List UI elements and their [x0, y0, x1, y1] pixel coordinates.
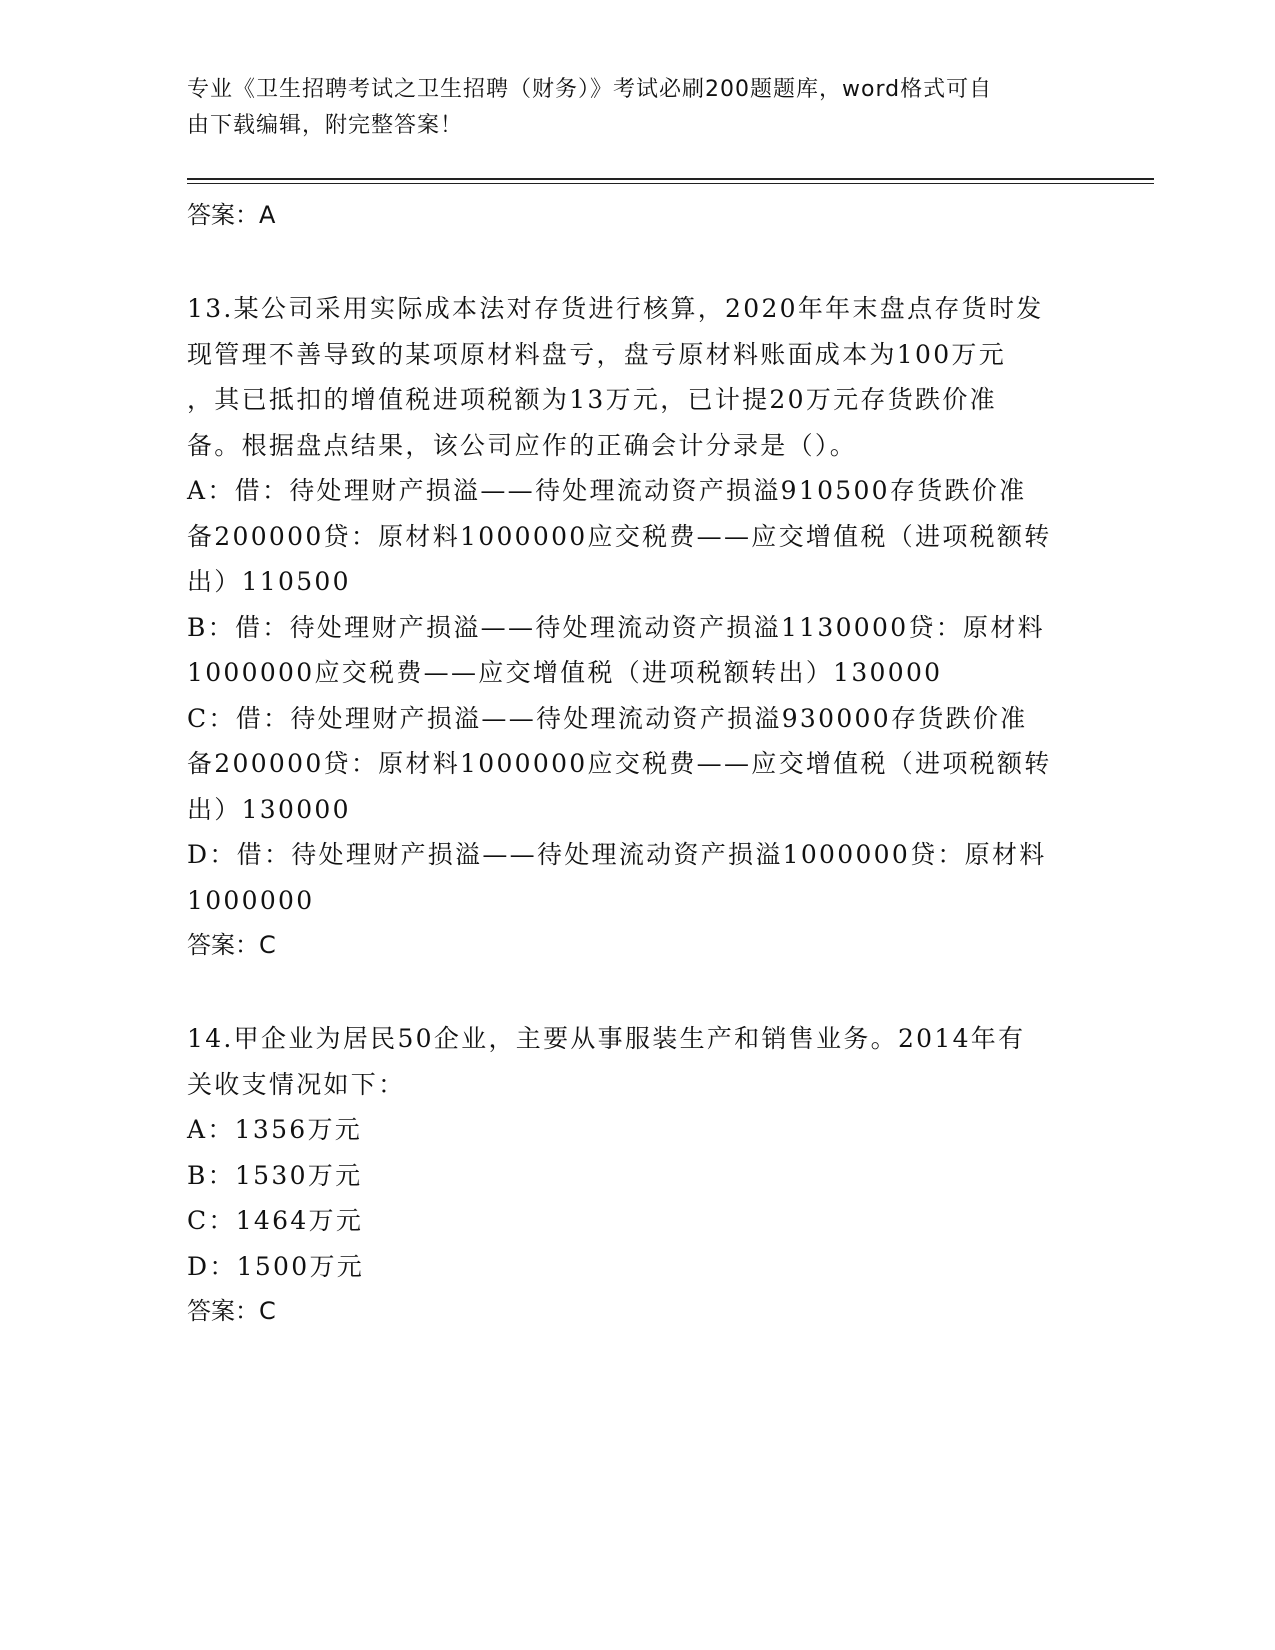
- question-13-option-a: [187, 468, 1087, 605]
- question-13-answer: 答案：C: [187, 931, 276, 959]
- question-14-option-a: A：1356万元: [187, 1115, 363, 1144]
- header-divider-thin: [187, 183, 1154, 184]
- header-line-2: 由下载编辑，附完整答案！: [187, 113, 464, 138]
- header-line-1: 专业《卫生招聘考试之卫生招聘（财务）》考试必刷200题题库，word格式可自: [187, 77, 993, 102]
- question-14-answer: 答案：C: [187, 1297, 276, 1325]
- option-line: 出）130000: [187, 794, 351, 824]
- option-line: C：借：待处理财产损溢——待处理流动资产损溢930000存货跌价准: [187, 703, 1028, 733]
- page-header: [187, 72, 1077, 144]
- stem-line: 现管理不善导致的某项原材料盘亏，盘亏原材料账面成本为100万元: [187, 339, 1007, 369]
- header-divider-thick: [187, 178, 1154, 180]
- option-line: A：借：待处理财产损溢——待处理流动资产损溢910500存货跌价准: [187, 476, 1027, 505]
- stem-line: 关收支情况如下：: [187, 1069, 406, 1099]
- stem-line: ，其已抵扣的增值税进项税额为13万元，已计提20万元存货跌价准: [187, 385, 997, 414]
- question-14-stem: [187, 1016, 1087, 1107]
- option-line: 备200000贷：原材料1000000应交税费——应交增值税（进项税额转: [187, 521, 1052, 551]
- option-line: 备200000贷：原材料1000000应交税费——应交增值税（进项税额转: [187, 749, 1052, 778]
- question-14-option-d: D：1500万元: [187, 1251, 365, 1281]
- previous-answer: 答案：A: [187, 201, 276, 229]
- option-line: B：借：待处理财产损溢——待处理流动资产损溢1130000贷：原材料: [187, 612, 1045, 642]
- document-body: [187, 189, 1087, 1333]
- stem-line: 14.甲企业为居民50企业，主要从事服装生产和销售业务。2014年有: [187, 1024, 1026, 1053]
- stem-line: 13.某公司采用实际成本法对存货进行核算，2020年年末盘点存货时发: [187, 294, 1044, 323]
- question-13-option-b: [187, 605, 1087, 696]
- option-line: 1000000: [187, 885, 315, 915]
- question-13-option-c: [187, 696, 1087, 833]
- stem-line: 备。根据盘点结果，该公司应作的正确会计分录是（）。: [187, 430, 858, 460]
- option-line: D：借：待处理财产损溢——待处理流动资产损溢1000000贷：原材料: [187, 840, 1047, 869]
- option-line: 出）110500: [187, 567, 351, 596]
- question-13: [187, 286, 1087, 967]
- option-line: 1000000应交税费——应交增值税（进项税额转出）130000: [187, 658, 943, 687]
- question-13-option-d: [187, 832, 1087, 923]
- question-14-option-b: B：1530万元: [187, 1160, 363, 1190]
- question-13-stem: [187, 286, 1087, 468]
- question-14-option-c: C：1464万元: [187, 1206, 364, 1235]
- question-14: [187, 1016, 1087, 1333]
